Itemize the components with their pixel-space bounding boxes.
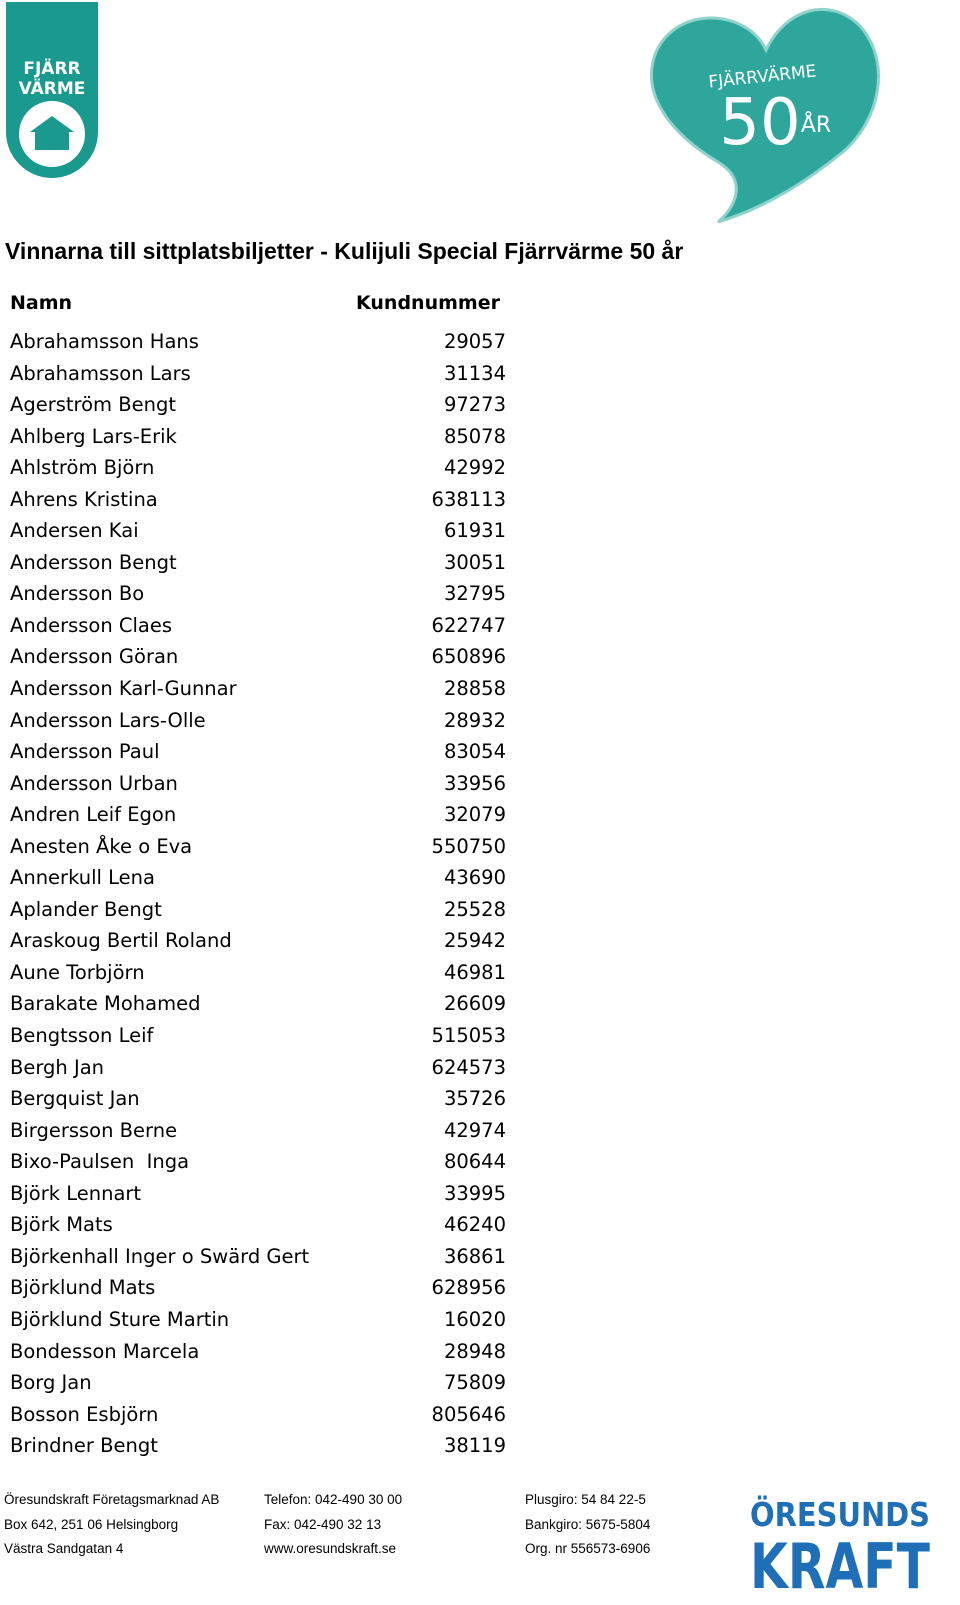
row-name: Aplander Bengt — [10, 897, 162, 921]
row-name: Anesten Åke o Eva — [10, 834, 193, 858]
fjarrvarme-50-heart-logo — [648, 2, 884, 224]
table-row — [10, 1020, 530, 1052]
table-row — [10, 894, 530, 926]
row-customer-number: 46240 — [443, 1213, 506, 1237]
table-row — [10, 547, 530, 579]
heart-line1: FJÄRRVÄRME — [707, 61, 818, 93]
table-row — [10, 421, 530, 453]
oresundskraft-logo — [748, 1490, 956, 1603]
row-customer-number: 26609 — [443, 992, 506, 1016]
row-name: Abrahamsson Hans — [10, 330, 199, 353]
fjarrvarme-logo — [6, 2, 98, 178]
footer — [4, 1488, 734, 1598]
table-row — [10, 705, 530, 737]
row-customer-number: 25528 — [443, 897, 506, 921]
row-customer-number: 25942 — [443, 929, 506, 953]
row-name: Bosson Esbjörn — [10, 1402, 159, 1426]
row-customer-number: 42974 — [443, 1118, 506, 1142]
row-customer-number: 805646 — [431, 1402, 506, 1426]
row-name: Aune Torbjörn — [10, 960, 145, 984]
row-name: Brindner Bengt — [10, 1434, 158, 1458]
row-name: Björklund Mats — [10, 1276, 156, 1300]
row-name: Andersson Paul — [10, 740, 160, 764]
table-row — [10, 768, 530, 800]
row-customer-number: 42992 — [443, 456, 506, 480]
table-row — [10, 1399, 530, 1431]
row-name: Andersson Urban — [10, 771, 178, 795]
row-name: Bondesson Marcela — [10, 1339, 200, 1363]
table-row — [10, 1115, 530, 1147]
table-row — [10, 1336, 530, 1368]
row-name: Andren Leif Egon — [10, 803, 177, 827]
row-customer-number: 28932 — [443, 708, 506, 732]
table-row — [10, 831, 530, 863]
row-customer-number: 650896 — [431, 645, 506, 669]
row-name: Björklund Sture Martin — [10, 1307, 230, 1331]
row-name: Ahlström Björn — [10, 456, 155, 480]
row-customer-number: 29057 — [443, 330, 506, 353]
row-customer-number: 550750 — [431, 834, 506, 858]
row-customer-number: 33995 — [443, 1181, 506, 1205]
row-name: Andersen Kai — [10, 519, 139, 543]
logo-left-line2: VÄRME — [18, 79, 86, 99]
table-row — [10, 957, 530, 989]
winners-table — [10, 288, 530, 1458]
row-name: Ahlberg Lars-Erik — [10, 424, 177, 448]
row-customer-number: 43690 — [443, 866, 506, 890]
logo-left-line1: FJÄRR — [23, 59, 81, 79]
footer-line: Telefon: 042-490 30 00 — [264, 1492, 403, 1507]
table-row — [10, 484, 530, 516]
row-name: Ahrens Kristina — [10, 487, 158, 511]
row-name: Abrahamsson Lars — [10, 361, 191, 385]
row-name: Bengtsson Leif — [10, 1024, 154, 1048]
table-row — [10, 389, 530, 421]
footer-line: Box 642, 251 06 Helsingborg — [4, 1516, 179, 1532]
row-customer-number: 38119 — [443, 1434, 506, 1458]
row-customer-number: 28948 — [443, 1339, 506, 1363]
table-row — [10, 1146, 530, 1178]
row-name: Bixo-Paulsen Inga — [10, 1150, 190, 1174]
table-row — [10, 1430, 530, 1462]
logo-right-line1: ÖRESUNDS — [750, 1495, 956, 1534]
table-row — [10, 452, 530, 484]
table-row — [10, 1209, 530, 1241]
table-row — [10, 326, 530, 358]
row-customer-number: 61931 — [443, 519, 506, 543]
row-customer-number: 32079 — [443, 803, 506, 827]
row-name: Borg Jan — [10, 1371, 92, 1395]
row-customer-number: 16020 — [443, 1307, 506, 1331]
row-customer-number: 97273 — [443, 393, 506, 417]
table-header — [10, 288, 530, 324]
table-row — [10, 799, 530, 831]
row-name: Araskoug Bertil Roland — [10, 929, 232, 953]
header-customer-number: Kundnummer — [356, 292, 500, 314]
table-row — [10, 515, 530, 547]
table-row — [10, 1178, 530, 1210]
table-row — [10, 925, 530, 957]
footer-company-address — [4, 1488, 219, 1562]
table-row — [10, 578, 530, 610]
table-row — [10, 736, 530, 768]
row-customer-number: 30051 — [443, 550, 506, 574]
logo-right-line2: KRAFT — [750, 1530, 930, 1603]
table-row — [10, 673, 530, 705]
row-name: Andersson Bengt — [10, 550, 177, 574]
footer-line: Öresundskraft Företagsmarknad AB — [4, 1492, 220, 1507]
footer-payment — [525, 1488, 650, 1562]
table-body — [10, 326, 530, 1462]
row-name: Bergh Jan — [10, 1055, 105, 1079]
row-name: Björkenhall Inger o Swärd Gert — [10, 1244, 310, 1268]
table-row — [10, 1272, 530, 1304]
row-customer-number: 515053 — [431, 1024, 506, 1048]
row-customer-number: 628956 — [431, 1276, 506, 1300]
row-name: Barakate Mohamed — [10, 992, 201, 1016]
row-customer-number: 31134 — [443, 361, 506, 385]
row-customer-number: 46981 — [443, 960, 506, 984]
footer-line: Plusgiro: 54 84 22-5 — [525, 1492, 646, 1507]
row-name: Andersson Karl-Gunnar — [10, 677, 237, 701]
row-customer-number: 75809 — [443, 1371, 506, 1395]
footer-line: Västra Sandgatan 4 — [4, 1541, 124, 1556]
row-name: Andersson Göran — [10, 645, 179, 669]
table-row — [10, 988, 530, 1020]
row-name: Björk Lennart — [10, 1181, 142, 1205]
row-customer-number: 638113 — [431, 487, 506, 511]
row-customer-number: 28858 — [443, 677, 506, 701]
table-row — [10, 1241, 530, 1273]
row-customer-number: 85078 — [443, 424, 506, 448]
table-row — [10, 1304, 530, 1336]
row-customer-number: 32795 — [443, 582, 506, 606]
footer-line: Bankgiro: 5675-5804 — [525, 1516, 651, 1532]
row-name: Birgersson Berne — [10, 1118, 178, 1142]
table-row — [10, 1083, 530, 1115]
row-name: Andersson Claes — [10, 613, 173, 637]
row-name: Andersson Lars-Olle — [10, 708, 206, 732]
row-customer-number: 622747 — [431, 613, 506, 637]
table-row — [10, 862, 530, 894]
footer-line: www.oresundskraft.se — [264, 1541, 397, 1556]
header-name: Namn — [10, 292, 73, 314]
row-customer-number: 35726 — [443, 1087, 506, 1111]
table-row — [10, 358, 530, 390]
row-name: Björk Mats — [10, 1213, 113, 1237]
row-name: Annerkull Lena — [10, 866, 155, 890]
table-row — [10, 1052, 530, 1084]
row-customer-number: 83054 — [443, 740, 506, 764]
footer-line: Fax: 042-490 32 13 — [264, 1516, 382, 1532]
footer-line: Org. nr 556573-6906 — [525, 1541, 651, 1556]
heart-suffix: ÅR — [800, 113, 832, 138]
row-name: Bergquist Jan — [10, 1087, 140, 1111]
heart-number: 50 — [719, 86, 801, 160]
row-customer-number: 36861 — [443, 1244, 506, 1268]
table-row — [10, 610, 530, 642]
row-customer-number: 33956 — [443, 771, 506, 795]
row-name: Agerström Bengt — [10, 393, 177, 417]
row-customer-number: 80644 — [443, 1150, 506, 1174]
table-row — [10, 1367, 530, 1399]
row-name: Andersson Bo — [10, 582, 145, 606]
table-row — [10, 641, 530, 673]
footer-contact — [264, 1488, 402, 1562]
document-title: Vinnarna till sittplatsbiljetter - Kulijuli Special Fjärrvärme 50 år — [5, 238, 684, 264]
row-customer-number: 624573 — [431, 1055, 506, 1079]
